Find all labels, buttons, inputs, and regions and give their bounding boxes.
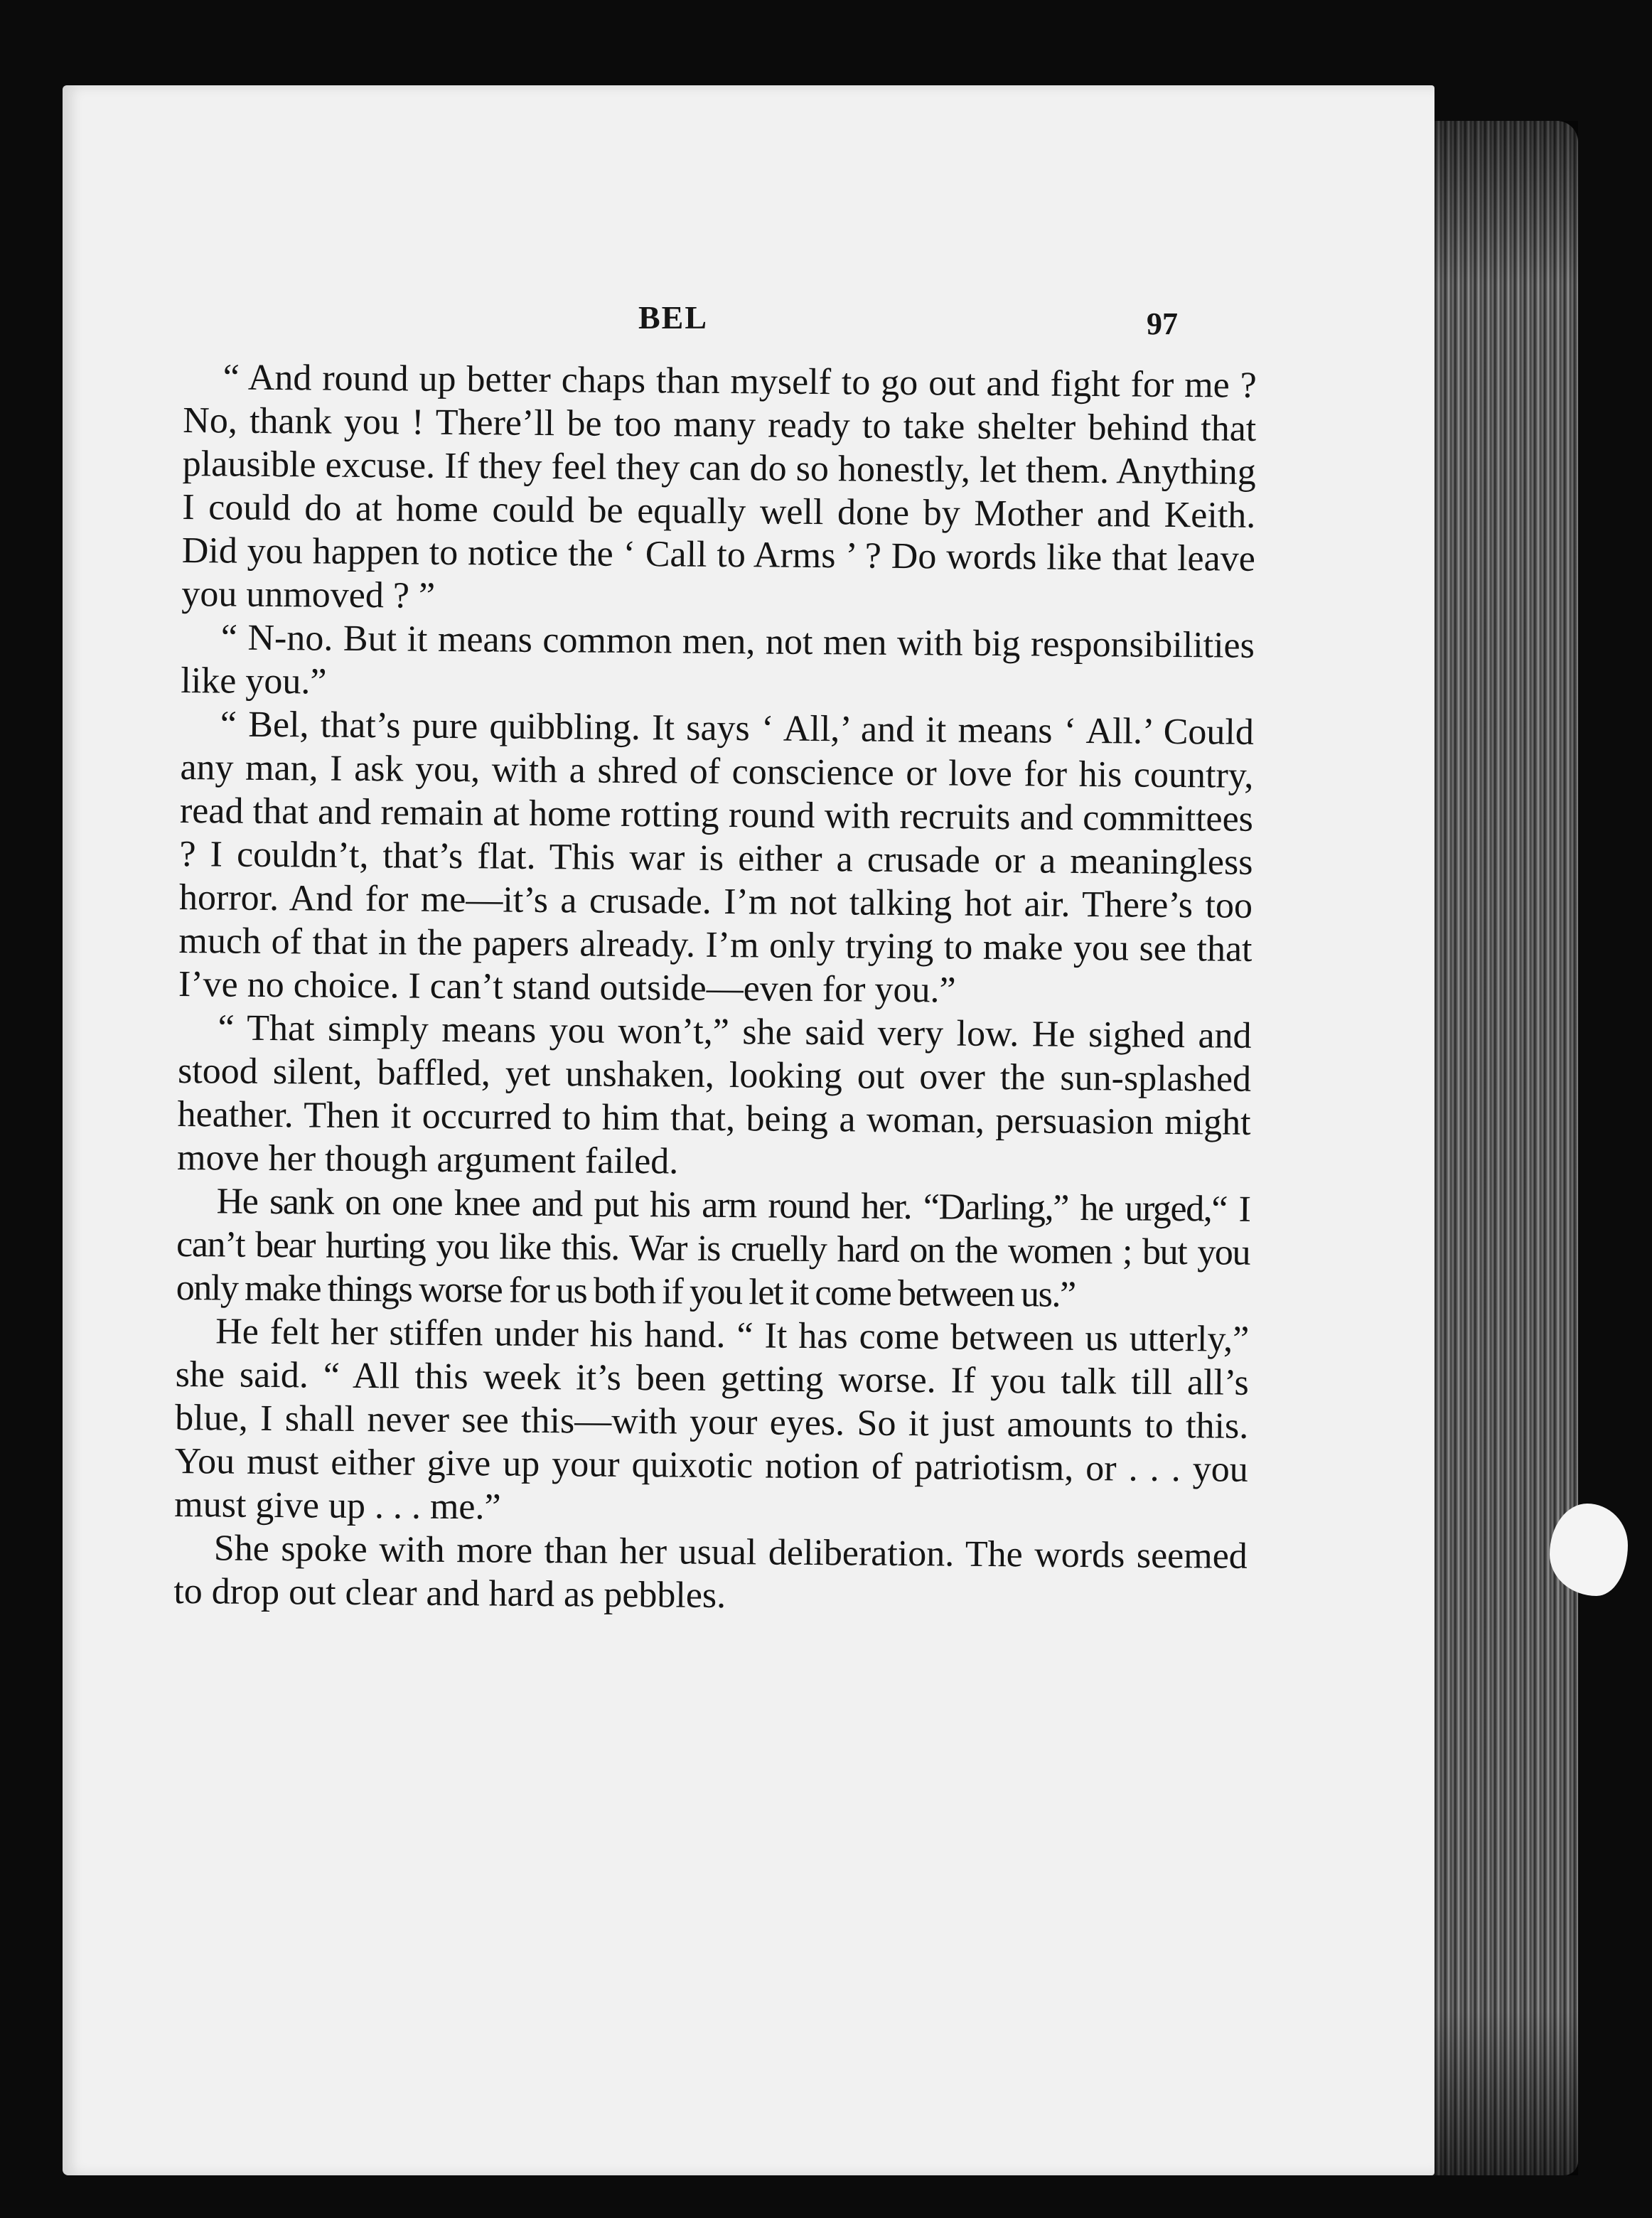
book-page xyxy=(63,85,1434,2175)
paragraph: He felt her stiffen under his hand. “ It has come between us utterly,” she said. “ All this week it’s been getting worse. If you talk till all’s blue, I shall never see this—with your eyes. So it just amounts to this. You must either give up your quixotic notion of patriotism, or . . . you must give up . . . me.” xyxy=(174,1311,1250,1528)
page-edges xyxy=(1425,121,1578,2175)
paragraph: “ That simply means you won’t,” she said very low. He sighed and stood silent, baffled, yet unshaken, looking out over the sun-splashed heather. Then it occurred to him that, being a woman, persuasion might move her though argument failed. xyxy=(176,1007,1252,1182)
paragraph: He sank on one knee and put his arm round her. “Darling,” he urged,“ I can’t bear hurting you like this. War is cruelly hard on the women ; but you only make things worse for us both if you let it come between us.” xyxy=(176,1181,1250,1315)
page-number: 97 xyxy=(1147,306,1178,341)
paragraph: “ N-no. But it means common men, not men with big responsibilities like you.” xyxy=(181,617,1255,702)
paragraph: She spoke with more than her usual deliberation. The words seemed to drop out clear and hard as pebbles. xyxy=(173,1528,1248,1617)
paragraph: “ And round up better chaps than myself to go out and fight for me ? No, thank you ! There’ll be too many ready to take shelter behind that plausible excuse. If they feel they can do so honestly, let them. Anything I could do at home could be equally well done by Mother and Keith. Did you happen to notice the ‘ Call to Arms ’ ? Do words like that leave you unmoved ? ” xyxy=(181,357,1257,616)
running-head xyxy=(63,299,1434,341)
body-text xyxy=(173,355,1257,1622)
running-title: BEL xyxy=(638,299,709,336)
paragraph: “ Bel, that’s pure quibbling. It says ‘ All,’ and it means ‘ All.’ Could any man, I ask you, with a shred of conscience or love for his country, read that and remain at home rotting round with recruits and committees ? I couldn’t, that’s flat. This war is either a crusade or a meaningless horror. And for me—it’s a crusade. I’m not talking hot air. There’s too much of that in the papers already. I’m only trying to make you see that I’ve no choice. I can’t stand outside—even for you.” xyxy=(178,704,1255,1011)
paper-blot xyxy=(1550,1504,1628,1596)
